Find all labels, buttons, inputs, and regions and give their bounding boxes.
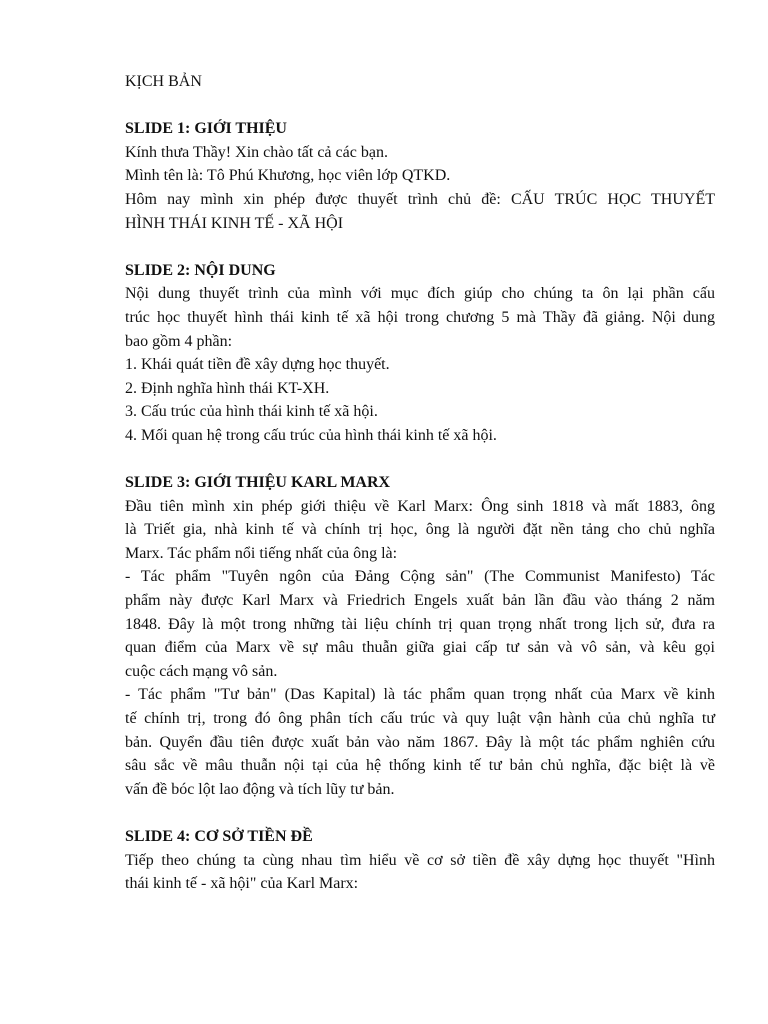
paragraph-line: - Tác phẩm "Tuyên ngôn của Đảng Cộng sản" (The Communist Manifesto) Tác [125,568,715,586]
blank-line [125,235,715,259]
section-heading: SLIDE 4: CƠ SỞ TIỀN ĐỀ [125,828,313,845]
blank-line [125,94,715,118]
section-heading: SLIDE 1: GIỚI THIỆU [125,120,287,138]
paragraph-line: 1848. Đây là một trong những tài liệu chính trị quan trọng nhất trong lịch sử, đưa ra [125,615,715,633]
paragraph-line: tế chính trị, trong đó ông phân tích cấu trúc và quy luật vận hành của chủ nghĩa tư [125,710,715,728]
paragraph-line: HÌNH THÁI KINH TẾ - XÃ HỘI [125,214,344,232]
list-item: 1. Khái quát tiền đề xây dựng học thuyết. [125,356,390,374]
section-heading: SLIDE 3: GIỚI THIỆU KARL MARX [125,474,391,492]
list-item: 4. Mối quan hệ trong cấu trúc của hình thái kinh tế xã hội. [125,426,497,444]
paragraph-line: sâu sắc về mâu thuẫn nội tại của hệ thống kinh tế tư bản chủ nghĩa, đặc biệt là về [125,757,715,775]
section-slide-2 [125,259,715,448]
paragraph-line: Nội dung thuyết trình của mình với mục đích giúp cho chúng ta ôn lại phần cấu [125,285,715,303]
paragraph-line: vấn đề bóc lột lao động và tích lũy tư bản. [125,780,395,798]
paragraph-line: Kính thưa Thầy! Xin chào tất cả các bạn. [125,143,388,161]
paragraph-line: bao gồm 4 phần: [125,332,233,350]
paragraph-line: Đầu tiên mình xin phép giới thiệu về Karl Marx: Ông sinh 1818 và mất 1883, ông [125,497,715,515]
paragraph-line: là Triết gia, nhà kinh tế và chính trị học, ông là người đặt nền tảng cho chủ nghĩa [125,521,715,539]
paragraph-line: cuộc cách mạng vô sản. [125,662,278,680]
paragraph-line: trúc học thuyết hình thái kinh tế xã hội trong chương 5 mà Thầy đã giảng. Nội dung [125,308,715,326]
paragraph-line: quan điểm của Marx về sự mâu thuẫn giữa giai cấp tư sản và vô sản, và kêu gọi [125,639,715,657]
paragraph-line: Hôm nay mình xin phép được thuyết trình chủ đề: CẤU TRÚC HỌC THUYẾT [125,190,715,208]
section-heading: SLIDE 2: NỘI DUNG [125,261,276,279]
section-slide-1 [125,117,715,235]
section-slide-3 [125,471,715,801]
paragraph-line: bản. Quyển đầu tiên được xuất bản vào năm 1867. Đây là một tác phẩm nghiên cứu [125,733,715,751]
paragraph-line: - Tác phẩm "Tư bản" (Das Kapital) là tác phẩm quan trọng nhất của Marx về kinh [125,686,715,704]
paragraph-line: thái kinh tế - xã hội" của Karl Marx: [125,875,359,893]
blank-line [125,448,715,472]
paragraph-line: phẩm này được Karl Marx và Friedrich Engels xuất bản lần đầu vào tháng 2 năm [125,592,715,610]
list-item: 2. Định nghĩa hình thái KT-XH. [125,379,330,397]
paragraph-line: Mình tên là: Tô Phú Khương, học viên lớp QTKD. [125,167,451,185]
paragraph-line: Marx. Tác phẩm nổi tiếng nhất của ông là: [125,544,398,562]
list-item: 3. Cấu trúc của hình thái kinh tế xã hội. [125,403,378,421]
document-page [125,70,715,896]
blank-line [125,801,715,825]
paragraph-line: Tiếp theo chúng ta cùng nhau tìm hiểu về cơ sở tiền đề xây dựng học thuyết "Hình [125,851,715,869]
section-slide-4 [125,825,715,896]
document-title: KỊCH BẢN [125,73,202,90]
